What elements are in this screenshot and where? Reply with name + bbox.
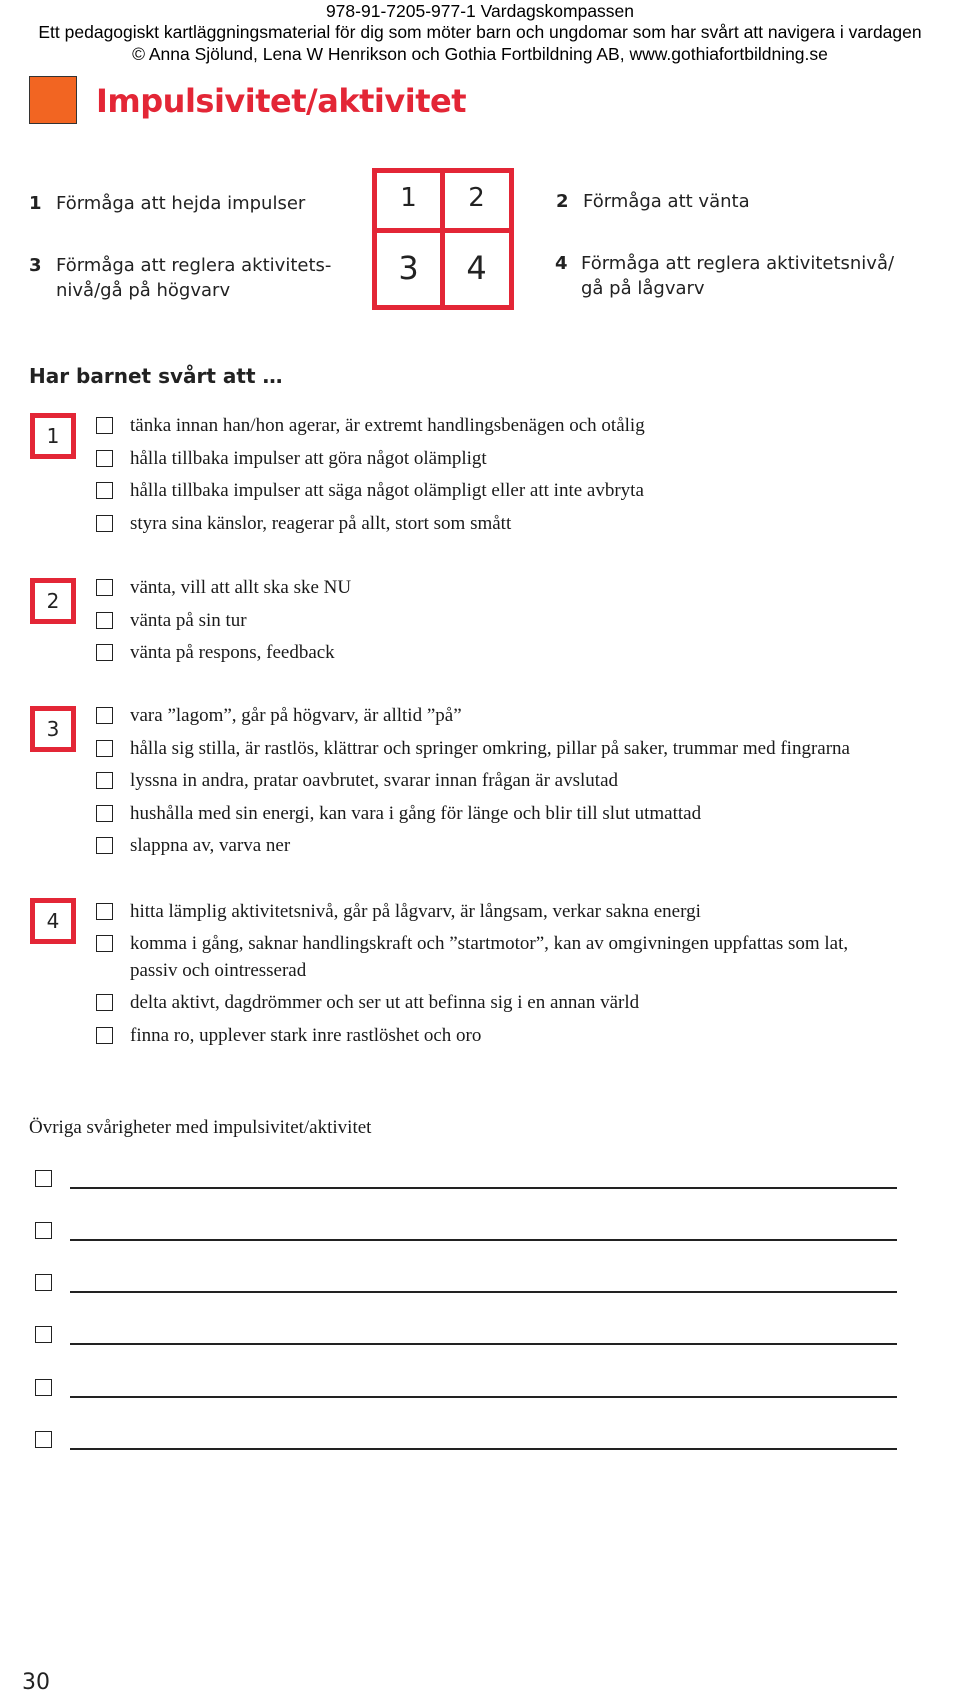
checkbox[interactable] [35,1326,52,1343]
checkbox[interactable] [96,903,113,920]
item-text: vänta, vill att allt ska ske NU [130,577,352,598]
checkbox[interactable] [96,935,113,952]
legend-number: 2 [556,191,569,212]
checkbox[interactable] [96,772,113,789]
item-text: lyssna in andra, pratar oavbrutet, svarar innan frågan är avslutad [130,770,618,791]
checkbox[interactable] [35,1431,52,1448]
write-in-line[interactable] [70,1239,897,1241]
legend-number: 1 [29,193,42,214]
orange-category-square [29,76,77,124]
page-title: Impulsivitet/aktivitet [96,82,466,120]
item-text: hålla sig stilla, är rastlös, klättrar och springer omkring, pillar på saker, trummar med fingrarna [130,738,850,759]
item-text: hitta lämplig aktivitetsnivå, går på lågvarv, är långsam, verkar sakna energi [130,901,701,922]
item-text: styra sina känslor, reagerar på allt, stort som smått [130,513,512,534]
legend-label: nivå/gå på högvarv [56,280,231,301]
section-number-1: 1 [30,413,76,459]
item-text: hålla tillbaka impulser att säga något olämpligt eller att inte avbryta [130,480,644,501]
write-in-line[interactable] [70,1396,897,1398]
other-difficulties-label: Övriga svårigheter med impulsivitet/aktivitet [29,1117,372,1138]
legend-number: 3 [29,255,42,276]
item-text: vänta på sin tur [130,610,247,631]
legend-label: Förmåga att hejda impulser [56,193,306,214]
checkbox[interactable] [96,579,113,596]
write-in-line[interactable] [70,1343,897,1345]
subtitle-line: Ett pedagogiskt kartläggningsmaterial för dig som möter barn och ungdomar som har svårt att navigera i vardagen [38,22,922,42]
checkbox[interactable] [96,515,113,532]
legend-label: Förmåga att vänta [583,191,750,212]
item-text: finna ro, upplever stark inre rastlöshet och oro [130,1025,482,1046]
question-heading: Har barnet svårt att … [29,364,283,388]
item-text: vara ”lagom”, går på högvarv, är alltid ”på” [130,705,462,726]
checkbox[interactable] [96,482,113,499]
checkbox[interactable] [96,450,113,467]
legend-label: gå på lågvarv [581,278,705,299]
grid-cell-4: 4 [466,249,487,287]
isbn-line: 978-91-7205-977-1 Vardagskompassen [325,1,635,21]
write-in-line[interactable] [70,1448,897,1450]
item-text-continued: passiv och ointresserad [130,960,307,981]
checkbox[interactable] [96,644,113,661]
item-text: hålla tillbaka impulser att göra något olämpligt [130,448,487,469]
write-in-line[interactable] [70,1291,897,1293]
grid-cell-3: 3 [398,249,419,287]
page-number: 30 [22,1670,50,1695]
grid-divider [377,228,509,233]
checkbox[interactable] [35,1379,52,1396]
section-number-4: 4 [30,898,76,944]
quadrant-grid [372,168,514,310]
legend-number: 4 [555,253,568,274]
grid-cell-1: 1 [400,183,417,213]
legend-label: Förmåga att reglera aktivitets- [56,255,332,276]
item-text: hushålla med sin energi, kan vara i gång för länge och blir till slut utmattad [130,803,702,824]
grid-cell-2: 2 [468,183,485,213]
copyright-line: © Anna Sjölund, Lena W Henrikson och Gothia Fortbildning AB, www.gothiafortbildning.se [132,44,828,64]
checkbox[interactable] [96,417,113,434]
item-text: tänka innan han/hon agerar, är extremt handlingsbenägen och otålig [130,415,645,436]
checkbox[interactable] [96,994,113,1011]
checkbox[interactable] [96,707,113,724]
checkbox[interactable] [35,1274,52,1291]
item-text: delta aktivt, dagdrömmer och ser ut att befinna sig i en annan värld [130,992,640,1013]
section-number-2: 2 [30,578,76,624]
section-number-3: 3 [30,706,76,752]
checkbox[interactable] [35,1222,52,1239]
checkbox[interactable] [35,1170,52,1187]
checkbox[interactable] [96,612,113,629]
item-text: komma i gång, saknar handlingskraft och ”startmotor”, kan av omgivningen uppfattas som lat, [130,933,849,954]
checkbox[interactable] [96,837,113,854]
item-text: slappna av, varva ner [130,835,291,856]
legend-label: Förmåga att reglera aktivitetsnivå/ [581,253,895,274]
write-in-line[interactable] [70,1187,897,1189]
item-text: vänta på respons, feedback [130,642,335,663]
checkbox[interactable] [96,740,113,757]
checkbox[interactable] [96,1027,113,1044]
checkbox[interactable] [96,805,113,822]
